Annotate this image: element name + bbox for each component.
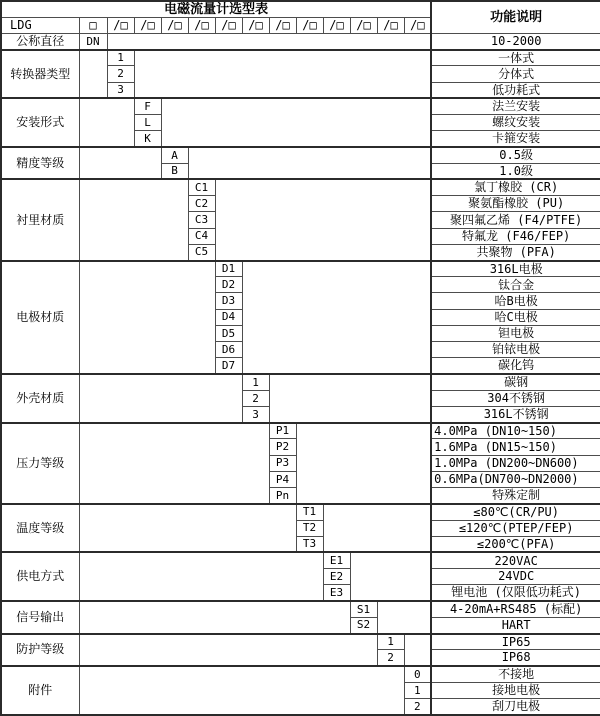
function-cell: 氯丁橡胶 (CR) bbox=[431, 179, 600, 195]
spacer-cell bbox=[79, 147, 161, 179]
code-cell: F bbox=[134, 98, 161, 114]
section-label: 附件 bbox=[1, 666, 79, 715]
function-cell: 钛合金 bbox=[431, 277, 600, 293]
function-cell: 1.6MPa (DN15~150) bbox=[431, 439, 600, 455]
function-cell: 钽电极 bbox=[431, 325, 600, 341]
spacer-cell bbox=[323, 504, 431, 553]
model-slot-box: /□ bbox=[215, 17, 242, 33]
code-cell: C2 bbox=[188, 196, 215, 212]
function-cell: 特氟龙 (F46/FEP) bbox=[431, 228, 600, 244]
code-cell: K bbox=[134, 131, 161, 147]
section-label: 防护等级 bbox=[1, 634, 79, 666]
function-cell: 316L不锈钢 bbox=[431, 406, 600, 422]
function-cell: 不接地 bbox=[431, 666, 600, 682]
function-cell: 锂电池 (仅限低功耗式) bbox=[431, 585, 600, 601]
function-cell: 316L电极 bbox=[431, 261, 600, 277]
code-cell: E2 bbox=[323, 569, 350, 585]
function-cell: 螺纹安装 bbox=[431, 115, 600, 131]
code-cell: B bbox=[161, 163, 188, 179]
spacer-cell bbox=[79, 666, 404, 715]
function-cell: 刮刀电极 bbox=[431, 698, 600, 715]
function-cell: 铂铱电极 bbox=[431, 342, 600, 358]
code-cell: A bbox=[161, 147, 188, 163]
section-label: 温度等级 bbox=[1, 504, 79, 553]
code-cell: T3 bbox=[296, 536, 323, 552]
function-cell: 碳钢 bbox=[431, 374, 600, 390]
model-slot-box: /□ bbox=[161, 17, 188, 33]
function-cell: IP68 bbox=[431, 650, 600, 666]
code-cell: C4 bbox=[188, 228, 215, 244]
code-cell: L bbox=[134, 115, 161, 131]
function-cell: 共聚物 (PFA) bbox=[431, 244, 600, 260]
section-label: 衬里材质 bbox=[1, 179, 79, 260]
function-cell: 1.0级 bbox=[431, 163, 600, 179]
function-cell: 法兰安装 bbox=[431, 98, 600, 114]
function-cell: 10-2000 bbox=[431, 33, 600, 49]
spacer-cell bbox=[79, 423, 269, 504]
function-cell: 碳化钨 bbox=[431, 358, 600, 374]
section-label: 公称直径 bbox=[1, 33, 79, 49]
code-cell: T1 bbox=[296, 504, 323, 520]
function-cell: 哈C电极 bbox=[431, 309, 600, 325]
section-label: 信号输出 bbox=[1, 601, 79, 633]
function-cell: ≤200℃(PFA) bbox=[431, 536, 600, 552]
spacer-cell bbox=[79, 98, 134, 147]
function-cell: 分体式 bbox=[431, 66, 600, 82]
code-cell: Pn bbox=[269, 488, 296, 504]
function-cell: 聚四氟乙烯 (F4/PTFE) bbox=[431, 212, 600, 228]
function-cell: 4-20mA+RS485 (标配) bbox=[431, 601, 600, 617]
section-label: 供电方式 bbox=[1, 552, 79, 601]
code-cell: D1 bbox=[215, 261, 242, 277]
code-cell: 3 bbox=[242, 406, 269, 422]
spacer-cell bbox=[215, 179, 431, 260]
spacer-cell bbox=[296, 423, 431, 504]
spacer-cell bbox=[79, 634, 377, 666]
code-cell: 2 bbox=[242, 390, 269, 406]
function-column-header: 功能说明 bbox=[431, 1, 600, 33]
spacer-cell bbox=[79, 601, 350, 633]
code-cell: D3 bbox=[215, 293, 242, 309]
spacer-cell bbox=[188, 147, 431, 179]
model-slot-box: /□ bbox=[296, 17, 323, 33]
code-cell: E3 bbox=[323, 585, 350, 601]
spacer-cell bbox=[79, 374, 242, 423]
model-slot-box: /□ bbox=[107, 17, 134, 33]
section-label: 压力等级 bbox=[1, 423, 79, 504]
spacer-cell bbox=[79, 261, 215, 375]
section-label: 电极材质 bbox=[1, 261, 79, 375]
function-cell: 特殊定制 bbox=[431, 488, 600, 504]
section-label: 安装形式 bbox=[1, 98, 79, 147]
model-slot-box: /□ bbox=[377, 17, 404, 33]
code-cell: D2 bbox=[215, 277, 242, 293]
spacer-cell bbox=[79, 50, 107, 99]
code-cell: 0 bbox=[404, 666, 431, 682]
spacer-cell bbox=[404, 634, 431, 666]
function-cell: HART bbox=[431, 617, 600, 633]
spacer-cell bbox=[134, 50, 431, 99]
section-label: 外壳材质 bbox=[1, 374, 79, 423]
function-cell: 哈B电极 bbox=[431, 293, 600, 309]
code-cell: 2 bbox=[377, 650, 404, 666]
code-cell: 2 bbox=[404, 698, 431, 715]
function-cell: 4.0MPa (DN10~150) bbox=[431, 423, 600, 439]
function-cell: 304不锈钢 bbox=[431, 390, 600, 406]
model-slot-box: /□ bbox=[350, 17, 377, 33]
code-cell: E1 bbox=[323, 552, 350, 568]
model-slot-box: /□ bbox=[134, 17, 161, 33]
spacer-cell bbox=[377, 601, 431, 633]
code-cell: C3 bbox=[188, 212, 215, 228]
code-cell: 1 bbox=[107, 50, 134, 66]
code-cell: P4 bbox=[269, 471, 296, 487]
spacer-cell bbox=[79, 552, 323, 601]
function-cell: 卡箍安装 bbox=[431, 131, 600, 147]
function-cell: ≤120℃(PTEP/FEP) bbox=[431, 520, 600, 536]
code-cell: P3 bbox=[269, 455, 296, 471]
function-cell: 0.6MPa(DN700~DN2000) bbox=[431, 471, 600, 487]
model-slot-box: /□ bbox=[188, 17, 215, 33]
model-dn-box: □ bbox=[79, 17, 107, 33]
spacer-cell bbox=[107, 33, 431, 49]
code-cell: C1 bbox=[188, 179, 215, 195]
model-slot-box: /□ bbox=[242, 17, 269, 33]
spacer-cell bbox=[79, 179, 188, 260]
spacer-cell bbox=[269, 374, 431, 423]
code-cell: 1 bbox=[242, 374, 269, 390]
spacer-cell bbox=[350, 552, 431, 601]
code-cell: T2 bbox=[296, 520, 323, 536]
code-cell: P2 bbox=[269, 439, 296, 455]
spacer-cell bbox=[79, 504, 296, 553]
code-cell: D7 bbox=[215, 358, 242, 374]
function-cell: IP65 bbox=[431, 634, 600, 650]
function-cell: 220VAC bbox=[431, 552, 600, 568]
code-cell: S2 bbox=[350, 617, 377, 633]
function-cell: 1.0MPa (DN200~DN600) bbox=[431, 455, 600, 471]
function-cell: 一体式 bbox=[431, 50, 600, 66]
code-cell: P1 bbox=[269, 423, 296, 439]
spacer-cell bbox=[242, 261, 431, 375]
code-cell: D6 bbox=[215, 342, 242, 358]
code-cell: D4 bbox=[215, 309, 242, 325]
page-title: 电磁流量计选型表 bbox=[1, 1, 431, 17]
function-cell: 低功耗式 bbox=[431, 82, 600, 98]
model-slot-box: /□ bbox=[323, 17, 350, 33]
function-cell: 接地电极 bbox=[431, 682, 600, 698]
code-cell: 2 bbox=[107, 66, 134, 82]
code-cell: D5 bbox=[215, 325, 242, 341]
function-cell: 聚氨酯橡胶 (PU) bbox=[431, 196, 600, 212]
model-code-prefix: LDG bbox=[1, 17, 79, 33]
code-cell: 1 bbox=[404, 682, 431, 698]
code-cell: DN bbox=[79, 33, 107, 49]
model-slot-box: /□ bbox=[404, 17, 431, 33]
model-slot-box: /□ bbox=[269, 17, 296, 33]
function-cell: 0.5级 bbox=[431, 147, 600, 163]
section-label: 精度等级 bbox=[1, 147, 79, 179]
code-cell: 1 bbox=[377, 634, 404, 650]
code-cell: 3 bbox=[107, 82, 134, 98]
function-cell: ≤80℃(CR/PU) bbox=[431, 504, 600, 520]
section-label: 转换器类型 bbox=[1, 50, 79, 99]
spacer-cell bbox=[161, 98, 431, 147]
function-cell: 24VDC bbox=[431, 569, 600, 585]
code-cell: S1 bbox=[350, 601, 377, 617]
code-cell: C5 bbox=[188, 244, 215, 260]
